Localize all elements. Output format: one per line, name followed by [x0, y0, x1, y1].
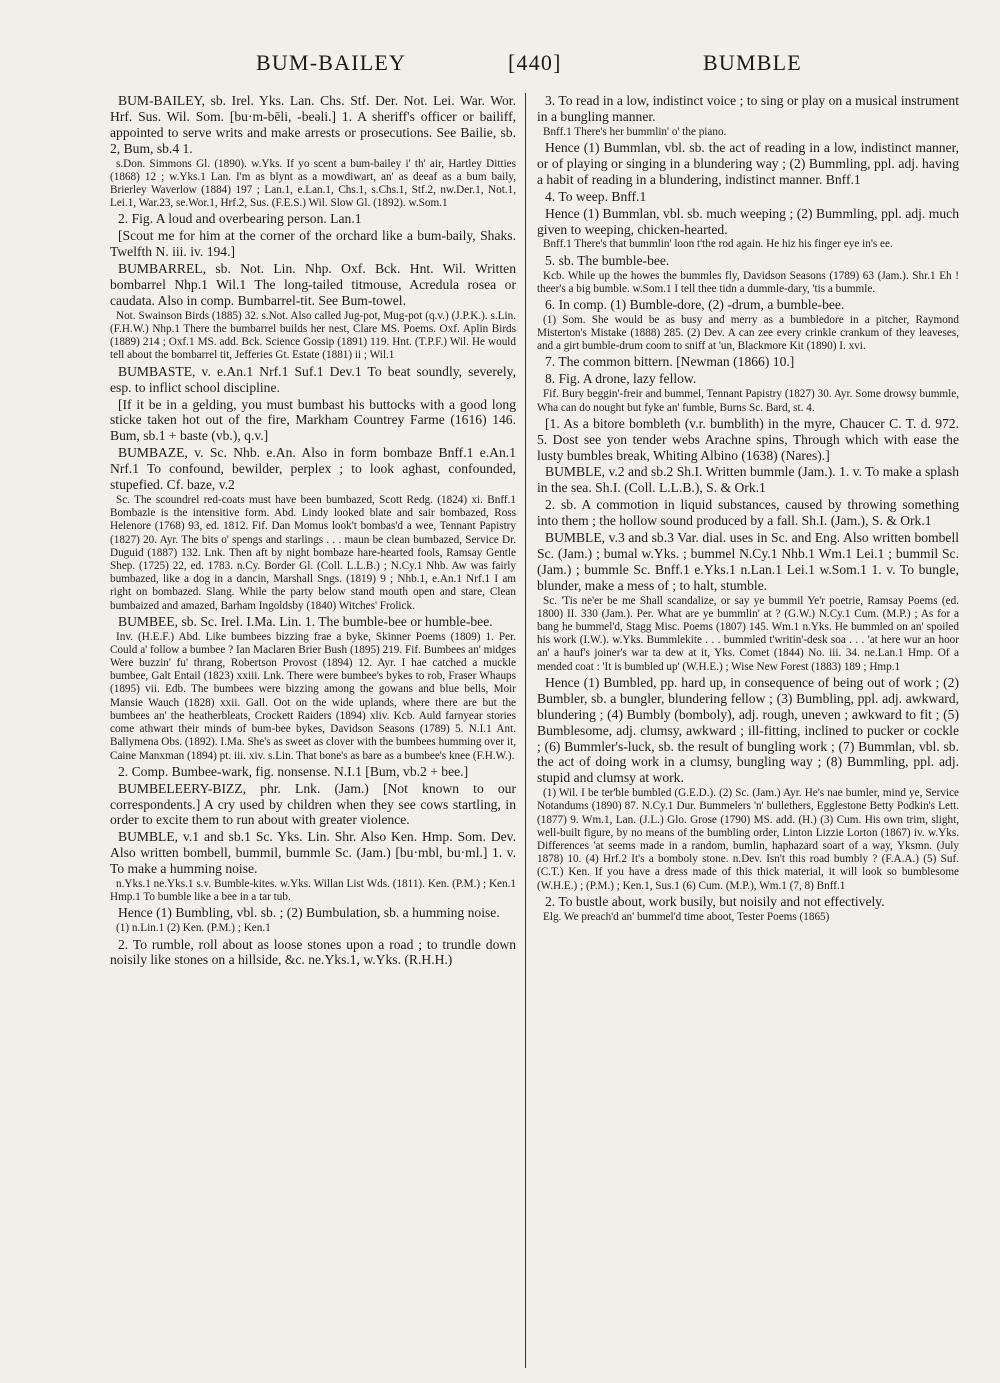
citation-paragraph: Sc. 'Tis ne'er be me Shall scandalize, or say ye bummil Ye'r poetrie, Ramsay Poems (ed. 1800) II. 330 (Jam.). Per. What are ye bummlin' at ? (G.W.) N.Cy.1 Cum. (M.P.) ; As for a bang he bummel'd, Stagg Misc. Poems (1807) 145. Wm.1 n.Yks. He bummled on an' spoiled his work (I.W.). w.Yks. Bummlekite . . . bummled t'writin'-desk soa . . . 'at here wur an hoor an' a hauf's joiner's war ta dew at it, Yks. Comet (1844) No. iii. 34. ne.Lan.1 Hmp. Of a mended coat : 'It is bumbled up' (W.H.E.) ; Wise New Forest (1883) 189 ; Hmp.1 — [537, 594, 959, 673]
entry-paragraph: 2. To bustle about, work busily, but noisily and not effectively. — [545, 893, 885, 909]
left-column — [110, 93, 516, 1368]
citation-paragraph: Sc. The scoundrel red-coats must have been bumbazed, Scott Redg. (1824) xi. Bnff.1 Bombazle is the intensitive form. Abd. Lindy looked blate and sair bombazed, Ross Helenore (1768) 93, ed. 1812. Fif. Dan Momus look't bombas'd a wee, Tennant Papistry (1827) 20. Ayr. The bits o' spengs and starlings . . . maun be clean bumbazed, Service Dr. Duguid (1887) 132. Lnk. Then aft by night bombaze hare-hearted fools, Ramsay Gentle Shep. (1725) 22, ed. 1783. n.Cy. Border Gl. (Coll. L.L.B.) ; N.Cy.1 Nhb. Aw was fairly bumbazed, like a dog in a dancin, Marshall Sngs. (1819) 9 ; Nhb.1, e.An.1 Nrf.1 I am right on bombazed. Slang. While the party below stand mouth open and stare, Clean bumbaized and amazed, Barham Ingoldsby (1840) Witches' Frolick. — [110, 493, 516, 612]
entry-paragraph: 2. sb. A commotion in liquid substances, caused by throwing something into them ; the hollow sound produced by a fall. Sh.I. (Jam.), S. & Ork.1 — [537, 497, 959, 529]
entry-paragraph: 2. Comp. Bumbee-wark, fig. nonsense. N.I.1 [Bum, vb.2 + bee.] — [118, 763, 469, 779]
citation-paragraph: (1) Wil. I be ter'ble bumbled (G.E.D.). (2) Sc. (Jam.) Ayr. He's nae bumler, mind ye, Service Notandums (1890) 87. N.Cy.1 Dur. Bummelers 'n' bullethers, Egglestone Betty Podkin's Lett. (1877) 9. Wm.1, Lan. (J.L.) Glo. Grose (1790) MS. add. (H.) (3) Cum. His own trim, slight, well-built figure, by no means of the bumbling order, Linton Lizzie Lorton (1867) iv. w.Yks. Differences 'at seems made in a random, bumlin, haphazard soart of a way, Yksmn. (July 1878) 10. (4) Hrf.2 It's a bomboly stone. n.Dev. Isn't this road bumbly ? (F.A.A.) (5) Suf. (C.T.) Ken. If you have a dress made of this thick material, it will look so bumblesome (W.H.E.) ; (P.M.) ; Ken.1, Sus.1 (6) Cum. (M.P.), Wm.1 (7, 8) Bnff.1 — [537, 787, 959, 892]
citation-paragraph: Kcb. While up the howes the bummles fly, Davidson Seasons (1789) 63 (Jam.). Shr.1 Eh ! theer's a big bumble. w.Som.1 I tell thee tidn a dummle-dary, 'tis a bummle. — [537, 269, 959, 295]
citation-paragraph: Fif. Bury beggin'-freir and bummel, Tennant Papistry (1827) 30. Ayr. Some drowsy bummle, Wha can do nought but fyke an' fumble, Burns Sc. Bard, st. 4. — [537, 388, 959, 414]
header-right-headword: BUMBLE — [703, 50, 802, 75]
column-divider — [525, 93, 526, 1368]
entry-paragraph: Hence (1) Bummlan, vbl. sb. the act of reading in a low, indistinct manner, or of playing or singing in a blundering way ; (2) Bummling, ppl. adj. having a habit of reading in a blundering, indistinct manner. Bnff.1 — [537, 140, 959, 187]
entry-paragraph: 3. To read in a low, indistinct voice ; to sing or play on a musical instrument in a bungling manner. — [537, 93, 959, 124]
citation-paragraph: Inv. (H.E.F.) Abd. Like bumbees bizzing frae a byke, Skinner Poems (1809) 1. Per. Could a' follow a bumbee ? Ian Maclaren Brier Bush (1895) 219. Fif. Bumbees an' midges Were buzzin' fu' thrang, Robertson Provost (1894) 12. Ayr. I hae catched a muckle bumbee, Galt Entail (1823) xxiii. Lnk. There were bumbee's bykes to rob, Fraser Whaups (1895) vii. Edb. The bumbees were bizzing among the gowans and blue bells, Moir Mansie Wauch (1828) xxii. Gall. Oot on the wide uplands, where there are but the bumbees an' the heatherbleats, Crockett Raiders (1894) xliv. Kcb. Auld farnyear stories come athwart their minds of bum-bee bykes, Davidson Seasons (1789) 5. N.I.1 Ant. Ballymena Obs. (1892). I.Ma. She's as sweet as clover with the bumbees humming over it, Caine Manxman (1894) pt. iii. xiv. s.Lin. That bone's as bare as a bumbee's knee (F.H.W.). — [110, 630, 516, 762]
entry-paragraph: 2. To rumble, roll about as loose stones upon a road ; to trundle down noisily like stones on a hillside, &c. ne.Yks.1, w.Yks. (R.H.H.) — [110, 936, 516, 968]
entry-paragraph: BUMBLE, v.2 and sb.2 Sh.I. Written bummle (Jam.). 1. v. To make a splash in the sea. Sh.I. (Coll. L.L.B.), S. & Ork.1 — [537, 464, 959, 496]
entry-paragraph: [Scout me for him at the corner of the orchard like a bum-baily, Shaks. Twelfth N. iii. iv. 194.] — [110, 228, 516, 260]
citation-paragraph: (1) n.Lin.1 (2) Ken. (P.M.) ; Ken.1 — [116, 922, 271, 935]
header-left-headword: BUM-BAILEY — [256, 50, 407, 75]
right-column — [537, 93, 959, 1368]
citation-paragraph: Elg. We preach'd an' bummel'd time aboot, Tester Poems (1865) — [543, 910, 830, 923]
entry-paragraph: BUMBARREL, sb. Not. Lin. Nhp. Oxf. Bck. Hnt. Wil. Written bombarrel Nhp.1 Wil.1 The long-tailed titmouse, Acredula rosea or caudata. Also in comp. Bumbarrel-tit. See Bum-towel. — [110, 261, 516, 308]
entry-paragraph: 2. Fig. A loud and overbearing person. Lan.1 — [118, 211, 362, 227]
entry-paragraph: 8. Fig. A drone, lazy fellow. — [545, 371, 697, 387]
running-header — [0, 50, 1000, 80]
entry-paragraph: 7. The common bittern. [Newman (1866) 10.] — [545, 354, 795, 370]
entry-paragraph: BUMBASTE, v. e.An.1 Nrf.1 Suf.1 Dev.1 To beat soundly, severely, esp. to inflict school discipline. — [110, 363, 516, 395]
entry-paragraph: 5. sb. The bumble-bee. — [545, 252, 670, 268]
entry-paragraph: BUMBAZE, v. Sc. Nhb. e.An. Also in form bombaze Bnff.1 e.An.1 Nrf.1 To confound, bewilder, perplex ; to look aghast, confounded, stupefied. Cf. baze, v.2 — [110, 445, 516, 493]
citation-paragraph: Bnff.1 There's that bummlin' loon t'the rod again. He hiz his finger eye in's ee. — [543, 238, 893, 251]
entry-paragraph: BUMBEE, sb. Sc. Irel. I.Ma. Lin. 1. The bumble-bee or humble-bee. — [118, 613, 493, 629]
entry-paragraph: Hence (1) Bumbling, vbl. sb. ; (2) Bumbulation, sb. a humming noise. — [118, 905, 500, 921]
citation-paragraph: s.Don. Simmons Gl. (1890). w.Yks. If yo scent a bum-bailey i' th' air, Hartley Ditties (1868) 12 ; w.Yks.1 Lan. I'm as blynt as a mowdiwart, an' as deeaf as a bum baily, Brierley Waverlow (1884) 197 ; Lan.1, e.Lan.1, Chs.1, s.Chs.1, Stf.2, nw.Der.1, Not.1, Lei.1, War.23, se.Wor.1, Hrf.2, Sus. (F.E.S.) Wil. Slow Gl. (1892). w.Som.1 — [110, 157, 516, 210]
citation-paragraph: Bnff.1 There's her bummlin' o' the piano. — [543, 125, 727, 138]
entry-paragraph: [1. As a bitore bombleth (v.r. bumblith) in the myre, Chaucer C. T. d. 972. 5. Dost see yon tender webs Arachne spins, Through which with ease the lusty bumbles break, Whiting Albino (1638) (Nares).] — [537, 415, 959, 463]
entry-paragraph: Hence (1) Bumbled, pp. hard up, in consequence of being out of work ; (2) Bumbler, sb. a bungler, blundering fellow ; (3) Bumbling, ppl. adj. awkward, blundering ; (4) Bumbly (bomboly), adj. rough, uneven ; awkward to fit ; (5) Bumblesome, adj. clumsy, awkward ; ill-fitting, inclined to pucker or cockle ; (6) Bummler's-luck, sb. the result of bungling work ; (7) Bummlan, vbl. sb. the act of doing work in a clumsy, bungling way ; (8) Bummling, ppl. adj. stupid and clumsy at work. — [537, 674, 959, 786]
entry-paragraph: BUMBLE, v.1 and sb.1 Sc. Yks. Lin. Shr. Also Ken. Hmp. Som. Dev. Also written bombell, bummil, bummle Sc. (Jam.) [bu·mbl, bu·ml.] 1. v. To make a humming noise. — [110, 829, 516, 877]
entry-paragraph: 6. In comp. (1) Bumble-dore, (2) -drum, a bumble-bee. — [545, 296, 845, 312]
entry-paragraph: [If it be in a gelding, you must bumbast his buttocks with a good long sticke taken hot out of the fire, Markham Countrey Farme (1616) 146. Bum, sb.1 + baste (vb.), q.v.] — [110, 396, 516, 444]
entry-paragraph: 4. To weep. Bnff.1 — [545, 188, 647, 204]
entry-paragraph: BUMBLE, v.3 and sb.3 Var. dial. uses in Sc. and Eng. Also written bombell Sc. (Jam.) ; bumal w.Yks. ; bummel N.Cy.1 Nhb.1 Wm.1 Lei.1 ; bummil Sc. (Jam.) ; bummle Sc. Bnff.1 e.Yks.1 n.Lan.1 Lei.1 w.Som.1 1. v. To bungle, blunder, make a mess of ; to halt, stumble. — [537, 530, 959, 593]
citation-paragraph: (1) Som. She would be as busy and merry as a bumbledore in a pitcher, Raymond Misterton's Mistake (1888) 285. (2) Dev. A can zee every crinkle crankum of they leaveses, and a girt bumble-drum coom to sniff at 'un, Blackmore Kit (1890) I. xvi. — [537, 313, 959, 353]
citation-paragraph: Not. Swainson Birds (1885) 32. s.Not. Also called Jug-pot, Mug-pot (q.v.) (J.P.K.). s.Lin. (F.H.W.) Nhp.1 There the bumbarrel builds her nest, Clare MS. Poems. Oxf. Aplin Birds (1889) 214 ; Oxf.1 MS. add. Bck. Science Gossip (1891) 119. Hnt. (T.P.F.) Wil. He would tell about the bombarrel tit, Jefferies Gt. Estate (1881) ii ; Wil.1 — [110, 309, 516, 362]
entry-paragraph: BUM-BAILEY, sb. Irel. Yks. Lan. Chs. Stf. Der. Not. Lei. War. Wor. Hrf. Sus. Wil. Som. [bu·m-bēli, -beəli.] 1. A sheriff's officer or bailiff, appointed to serve writs and make arrests or prosecutions. See Bailie, sb. 2, Bum, sb.4 1. — [110, 93, 516, 156]
entry-paragraph: BUMBELEERY-BIZZ, phr. Lnk. (Jam.) [Not known to our correspondents.] A cry used by children when they see cows startling, in order to excite them to run about with greater violence. — [110, 780, 516, 828]
entry-paragraph: Hence (1) Bummlan, vbl. sb. much weeping ; (2) Bummling, ppl. adj. much given to weeping, chicken-hearted. — [537, 205, 959, 237]
page-number: [440] — [508, 50, 562, 75]
citation-paragraph: n.Yks.1 ne.Yks.1 s.v. Bumble-kites. w.Yks. Willan List Wds. (1811). Ken. (P.M.) ; Ken.1 Hmp.1 To bumble like a bee in a tar tub. — [110, 878, 516, 904]
